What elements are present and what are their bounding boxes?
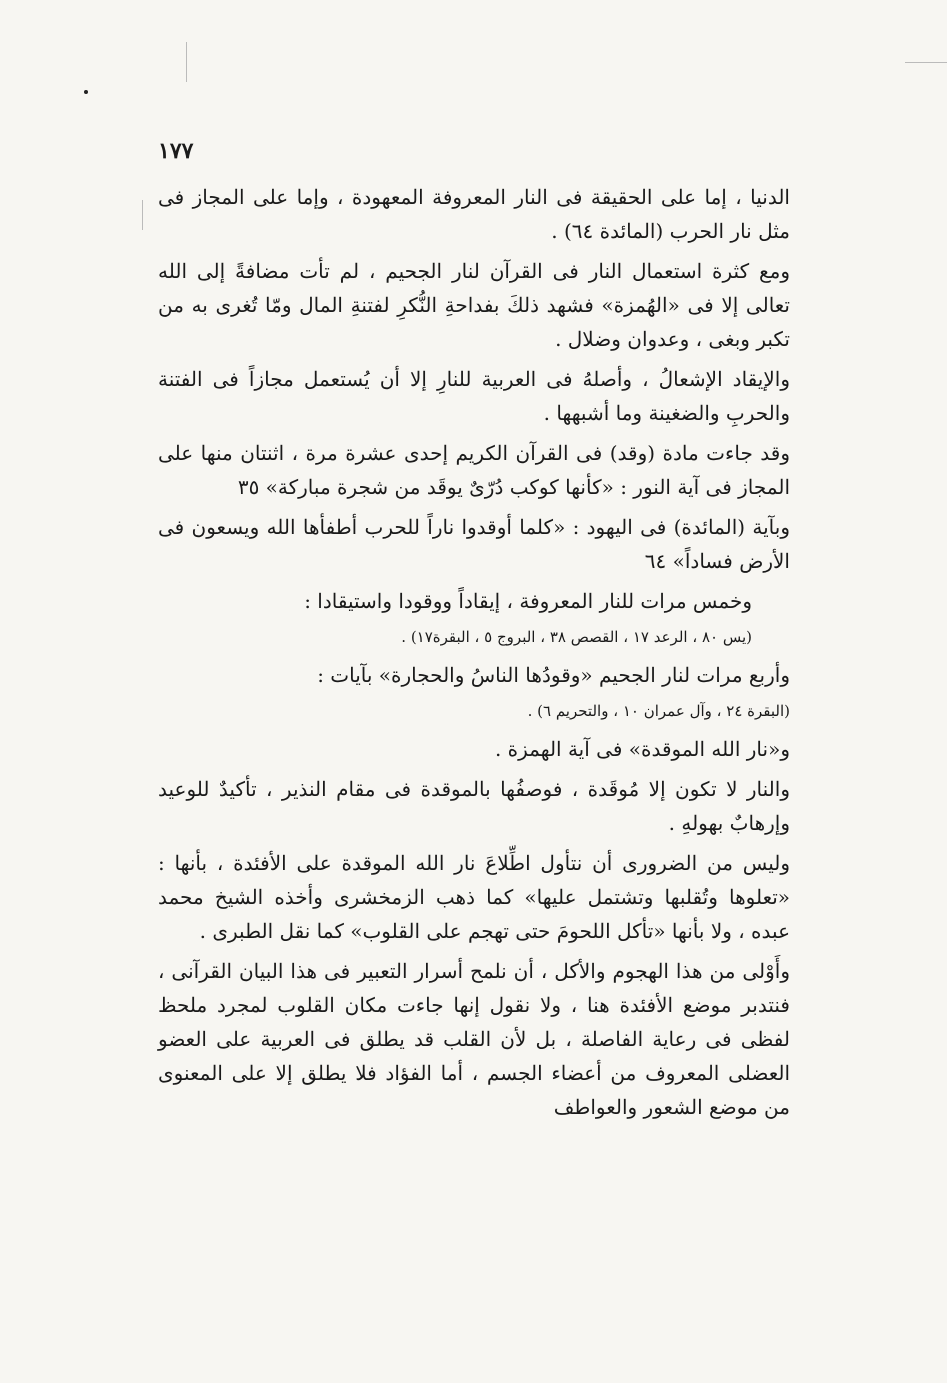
paragraph: [158, 732, 790, 766]
text-line: وبآية (المائدة) فى اليهود : «كلما أوقدوا ناراً للحرب أطفأها الله ويسعون فى: [158, 515, 790, 539]
text-line: وإرهابٌ بهولهِ .: [668, 811, 790, 835]
paragraph: [158, 180, 790, 248]
text-line: ومع كثرة استعمال النار فى القرآن لنار الجحيم ، لم تأت مضافةً إلى الله تعالى إلا فى: [158, 259, 790, 317]
text-line: والنار لا تكون إلا مُوقَدة ، فوصفُها بالموقدة فى مقام النذير ، تأكيدٌ للوعيد: [158, 777, 790, 801]
text-line: وتُقلبها وتشتمل عليها» كما ذهب الزمخشرى وأخذه الشيخ محمد عبده ، ولا بأنها «تأكل: [158, 885, 790, 943]
text-line: فى آية النور : «كأنها كوكب دُرّىٌ يوقَد من شجرة مباركة» ٣٥: [237, 475, 732, 499]
text-line: وضلال .: [555, 327, 621, 351]
verse-reference: (يس ٨٠ ، الرعد ١٧ ، القصص ٣٨ ، البروج ٥ ، البقرة١٧) .: [401, 628, 752, 646]
text-line: وليس من الضرورى أن نتأول اطِّلاعَ نار الله الموقدة على الأفئدة ، بأنها : «تعلوها: [158, 851, 791, 909]
paragraph: [158, 658, 790, 692]
paragraph: [158, 846, 790, 948]
text-line: وقد جاءت مادة (وقد) فى القرآن الكريم إحدى عشرة مرة ، اثنتان منها على المجاز: [158, 441, 790, 499]
scan-mark: [142, 200, 143, 230]
text-line: فنتدبر موضع الأفئدة هنا ، ولا نقول إنها جاءت مكان القلوب لمجرد ملحظ لفظى فى: [158, 993, 790, 1051]
text-line: (المائدة ٦٤) .: [551, 219, 664, 243]
text-line: اللحومَ حتى تهجم على القلوب» كما نقل الطبرى .: [199, 919, 611, 943]
paragraph: [158, 772, 790, 840]
text-line: وأربع مرات لنار الجحيم «وقودُها الناسُ والحجارة» بآيات :: [317, 663, 790, 687]
paragraph: [158, 254, 790, 356]
scan-speck: [84, 90, 88, 94]
paragraph: [158, 584, 790, 618]
text-line: وأَوْلى من هذا الهجوم والأكل ، أن نلمح أسرار التعبير فى هذا البيان القرآنى ،: [158, 959, 790, 983]
text-line: والضغينة وما أشبهها .: [543, 401, 720, 425]
paragraph: [158, 954, 790, 1124]
text-line: الأرض فساداً» ٦٤: [644, 549, 790, 573]
text-line: و«نار الله الموقدة» فى آية الهمزة .: [494, 737, 790, 761]
scan-mark: [905, 62, 947, 63]
text-line: «الهُمزة» فشهد ذلكَ بفداحةِ النُّكرِ لفتنةِ المال ومّا تُغرى به من تكبر وبغى ، وعدوان: [158, 293, 790, 351]
page-number: ١٧٧: [158, 138, 194, 164]
paragraph: [158, 436, 790, 504]
paragraph: [158, 510, 790, 578]
verse-reference: (البقرة ٢٤ ، وآل عمران ١٠ ، والتحريم ٦) .: [527, 702, 790, 720]
scan-mark: [186, 42, 187, 82]
text-line: رعاية الفاصلة ، بل لأن القلب قد يطلق فى العربية على العضو العضلى المعروف من: [158, 1027, 791, 1085]
text-line: وخمس مرات للنار المعروفة ، إيقاداً ووقودا واستيقادا :: [304, 589, 752, 613]
page-text: [158, 180, 790, 1130]
paragraph: [158, 362, 790, 430]
text-line: الدنيا ، إما على الحقيقة فى النار المعروفة المعهودة ، وإما على المجاز فى مثل نار الحرب: [158, 185, 790, 243]
text-line: أعضاء الجسم ، أما الفؤاد فلا يطلق إلا على المعنوى من موضع الشعور والعواطف: [158, 1061, 790, 1119]
text-line: والإيقاد الإشعالُ ، وأصلهُ فى العربية للنارِ إلا أن يُستعمل مجازاً فى الفتنة والحربِ: [158, 367, 790, 425]
